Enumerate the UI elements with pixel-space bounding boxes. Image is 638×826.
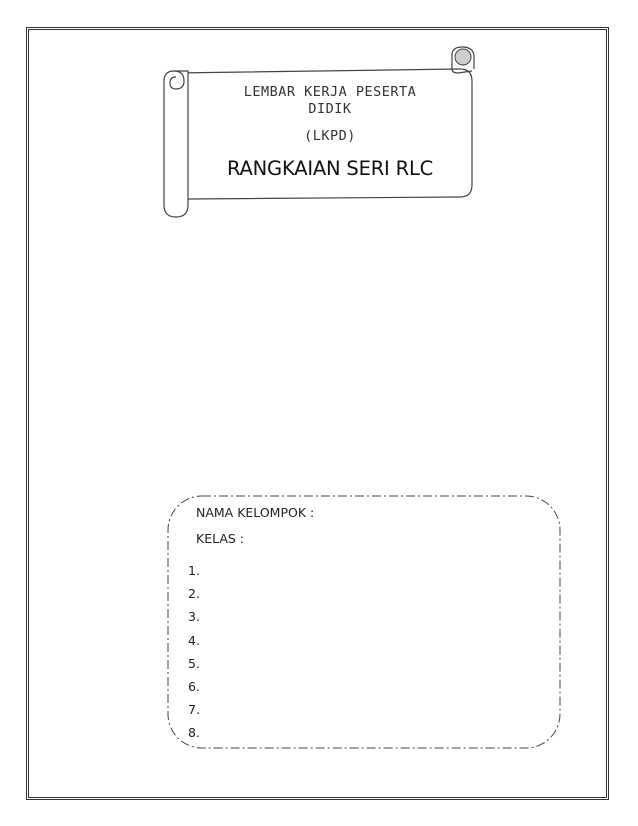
member-item: 1. — [188, 563, 200, 578]
member-item: 3. — [188, 609, 200, 625]
title-line-1: LEMBAR KERJA PESERTA — [243, 84, 417, 100]
topic-title: RANGKAIAN SERI RLC — [226, 157, 434, 180]
group-info-box — [160, 490, 570, 755]
member-item: 5. — [188, 655, 200, 671]
abbreviation: (LKPD) — [304, 128, 356, 144]
cover-title-block — [200, 84, 460, 180]
class-label: KELAS : — [196, 531, 245, 546]
member-item: 8. — [188, 725, 200, 741]
group-name-label: NAMA KELOMPOK : — [196, 505, 315, 520]
member-item: 2. — [188, 586, 200, 602]
member-list — [188, 562, 200, 748]
member-item: 6. — [188, 678, 200, 694]
member-item: 7. — [188, 702, 200, 718]
member-item: 4. — [188, 632, 200, 648]
title-line-2: DIDIK — [308, 101, 352, 117]
